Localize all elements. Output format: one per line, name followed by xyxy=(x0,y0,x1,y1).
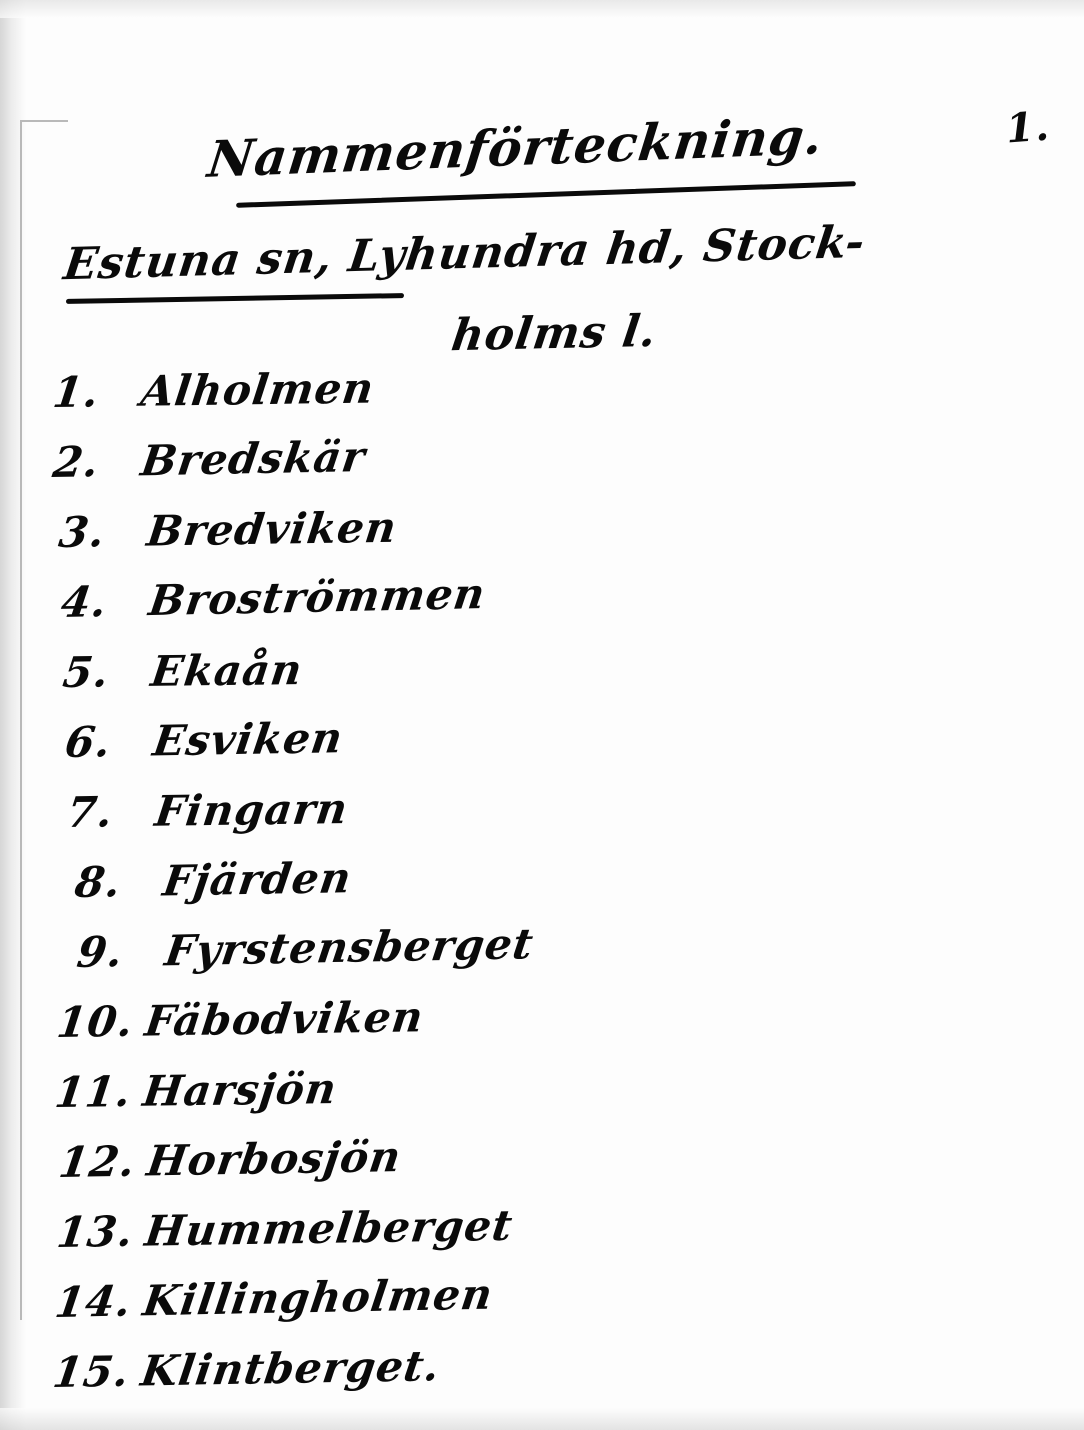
list-item xyxy=(52,984,957,1068)
list-item-number: 7. xyxy=(64,787,117,838)
list-item-name: Bredskär xyxy=(138,431,369,486)
list-item-number: 11. xyxy=(52,1066,135,1118)
subtitle-line-2: holms l. xyxy=(448,305,661,362)
parish-name: Estuna sn xyxy=(60,232,320,291)
list-item-number: 6. xyxy=(62,717,115,768)
list-item-name: Harsjön xyxy=(140,1064,340,1116)
title-underline xyxy=(236,181,856,208)
page-number: 1. xyxy=(1004,102,1052,153)
list-item-number: 3. xyxy=(56,507,109,558)
list-item-name: Klintberget. xyxy=(138,1341,444,1396)
list-item-name: Killingholmen xyxy=(140,1269,497,1326)
margin-rule-horizontal xyxy=(20,120,68,122)
list-item-number: 10. xyxy=(54,996,137,1048)
list-item-number: 14. xyxy=(52,1276,135,1328)
list-item-name: Fingarn xyxy=(152,784,351,836)
margin-rule-vertical xyxy=(20,120,22,1320)
list-item-name: Hummelberget xyxy=(142,1200,516,1256)
subtitle-line-1 xyxy=(61,217,868,291)
list-item-name: Fjärden xyxy=(160,853,355,906)
subtitle-rest: , Lyhundra hd, Stock- xyxy=(312,216,869,284)
list-item-number: 4. xyxy=(58,576,111,628)
scan-edge-top xyxy=(0,0,1084,18)
list-item-number: 12. xyxy=(56,1136,139,1188)
list-item-name: Ekaån xyxy=(148,645,306,696)
list-item-name: Bredviken xyxy=(144,502,400,556)
list-item-name: Alholmen xyxy=(138,363,378,416)
name-list xyxy=(50,363,952,1418)
list-item-name: Fyrstensberget xyxy=(162,919,537,976)
list-item-number: 2. xyxy=(50,437,103,488)
list-item-name: Fäbodviken xyxy=(142,992,427,1046)
list-item-number: 15. xyxy=(50,1346,133,1398)
list-item xyxy=(47,1332,957,1418)
list-item-number: 9. xyxy=(74,927,127,978)
parish-underline xyxy=(66,293,404,304)
list-item-name: Esviken xyxy=(150,713,347,766)
list-item-number: 13. xyxy=(54,1206,137,1258)
list-item-number: 5. xyxy=(60,647,113,698)
list-item-name: Horbosjön xyxy=(144,1131,405,1186)
list-item xyxy=(59,702,957,788)
list-item-name: Broströmmen xyxy=(146,569,489,626)
list-item-number: 1. xyxy=(50,367,103,418)
page-title: Nammenförteckning. xyxy=(204,106,827,189)
list-item-number: 8. xyxy=(72,857,125,908)
scan-edge-left xyxy=(0,0,26,1430)
